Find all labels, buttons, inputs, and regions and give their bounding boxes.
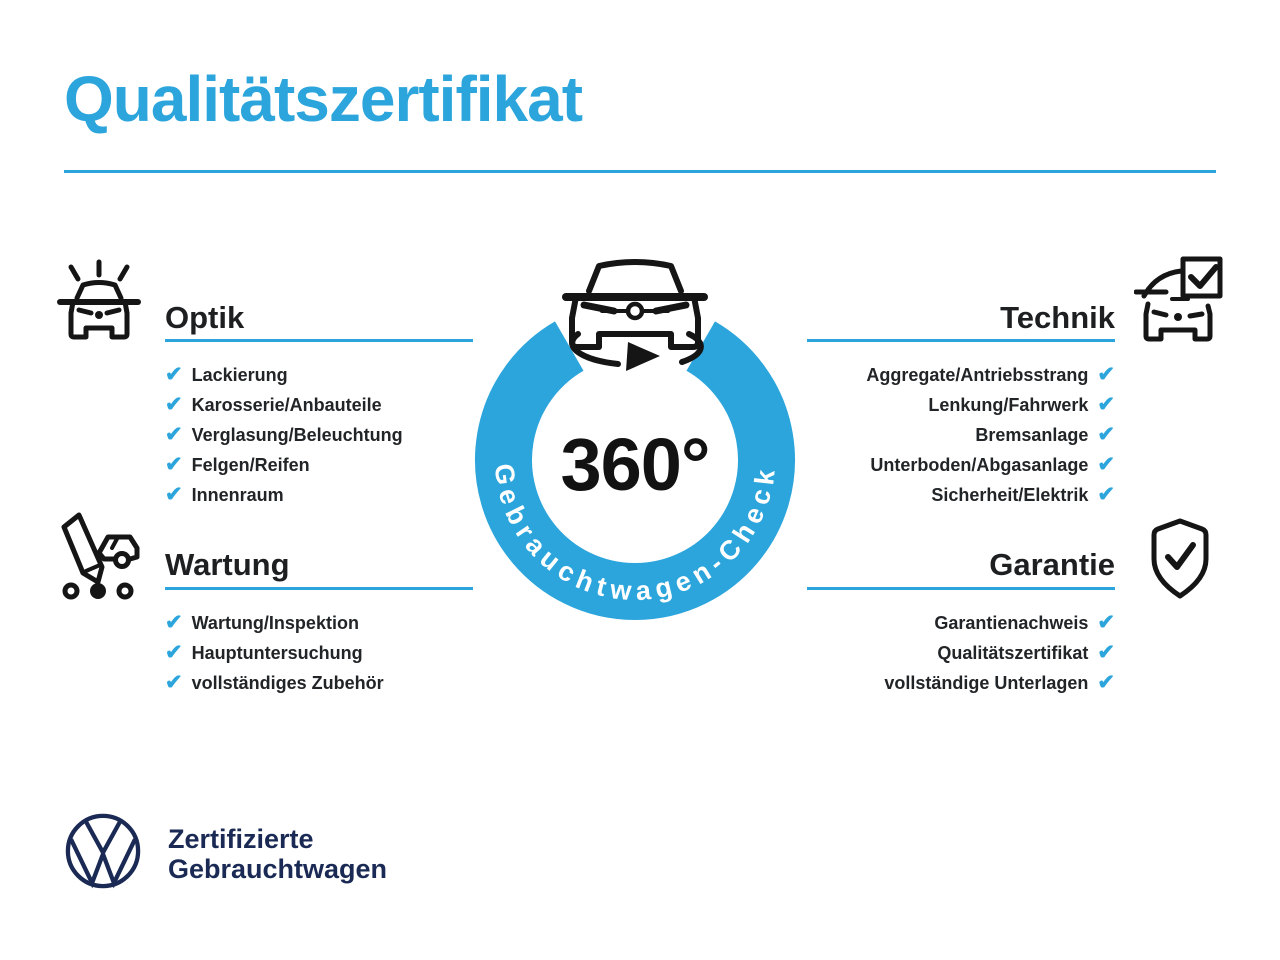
check-item bbox=[165, 668, 495, 698]
check-item-label: Lackierung bbox=[191, 364, 288, 385]
check-icon: ✔ bbox=[1097, 610, 1115, 634]
check-item bbox=[165, 480, 495, 510]
check-item bbox=[165, 420, 495, 450]
pencil-checklist-car-icon bbox=[56, 510, 144, 602]
check-item bbox=[775, 360, 1115, 390]
check-item bbox=[165, 360, 495, 390]
checklist-wartung bbox=[165, 608, 495, 698]
check-icon: ✔ bbox=[165, 482, 183, 506]
check-item-label: Qualitätszertifikat bbox=[937, 642, 1089, 663]
check-item bbox=[775, 450, 1115, 480]
check-item bbox=[775, 638, 1115, 668]
checklist-garantie bbox=[775, 608, 1115, 698]
check-item-label: Felgen/Reifen bbox=[191, 454, 310, 475]
check-icon: ✔ bbox=[1097, 422, 1115, 446]
check-icon: ✔ bbox=[165, 640, 183, 664]
check-icon: ✔ bbox=[165, 610, 183, 634]
check-icon: ✔ bbox=[165, 392, 183, 416]
check-icon: ✔ bbox=[165, 422, 183, 446]
check-icon: ✔ bbox=[1097, 640, 1115, 664]
check-item-label: Garantienachweis bbox=[934, 612, 1089, 633]
check-item-label: vollständiges Zubehör bbox=[191, 672, 384, 693]
check-item-label: vollständige Unterlagen bbox=[884, 672, 1089, 693]
check-icon: ✔ bbox=[1097, 362, 1115, 386]
ring-curved-label: Gebrauchtwagen-Check bbox=[488, 461, 782, 607]
check-item bbox=[775, 420, 1115, 450]
check-icon: ✔ bbox=[165, 452, 183, 476]
check-item-label: Bremsanlage bbox=[975, 424, 1089, 445]
check-item bbox=[165, 390, 495, 420]
check-item-label: Sicherheit/Elektrik bbox=[931, 484, 1089, 505]
vw-logo bbox=[64, 812, 142, 890]
car-360-rotation-icon bbox=[566, 262, 704, 371]
page-title: Qualitätszertifikat bbox=[64, 63, 583, 135]
section-divider-optik bbox=[165, 339, 473, 342]
check-item-label: Innenraum bbox=[191, 484, 284, 505]
check-item bbox=[165, 638, 495, 668]
check-icon: ✔ bbox=[1097, 392, 1115, 416]
check-item bbox=[775, 608, 1115, 638]
check-item-label: Aggregate/Antriebsstrang bbox=[866, 364, 1089, 385]
check-item-label: Hauptuntersuchung bbox=[191, 642, 363, 663]
checklist-technik bbox=[775, 360, 1115, 510]
check-item-label: Lenkung/Fahrwerk bbox=[928, 394, 1089, 415]
check-icon: ✔ bbox=[1097, 452, 1115, 476]
check-icon: ✔ bbox=[1097, 482, 1115, 506]
checklist-optik bbox=[165, 360, 495, 510]
check-icon: ✔ bbox=[165, 670, 183, 694]
degree-label: 360° bbox=[560, 423, 710, 506]
check-icon: ✔ bbox=[1097, 670, 1115, 694]
check-item-label: Wartung/Inspektion bbox=[191, 612, 359, 633]
check-item bbox=[775, 480, 1115, 510]
check-item-label: Unterboden/Abgasanlage bbox=[870, 454, 1089, 475]
check-item bbox=[775, 668, 1115, 698]
brand-text bbox=[168, 824, 387, 884]
check-item bbox=[775, 390, 1115, 420]
shield-check-icon bbox=[1149, 517, 1211, 601]
section-title-garantie: Garantie bbox=[989, 547, 1115, 582]
brand-line2: Gebrauchtwagen bbox=[168, 854, 388, 884]
check-item-label: Verglasung/Beleuchtung bbox=[191, 424, 403, 445]
check-item bbox=[165, 608, 495, 638]
car-checkbox-icon bbox=[1134, 256, 1224, 350]
header-divider bbox=[64, 170, 1216, 173]
section-divider-wartung bbox=[165, 587, 473, 590]
section-title-wartung: Wartung bbox=[165, 547, 290, 582]
section-title-optik: Optik bbox=[165, 300, 245, 335]
section-title-technik: Technik bbox=[1000, 300, 1115, 335]
section-divider-garantie bbox=[807, 587, 1115, 590]
brand-line1: Zertifizierte bbox=[168, 824, 314, 854]
shiny-car-icon bbox=[56, 258, 142, 350]
check-item-label: Karosserie/Anbauteile bbox=[191, 394, 382, 415]
check-item bbox=[165, 450, 495, 480]
section-divider-technik bbox=[807, 339, 1115, 342]
check-icon: ✔ bbox=[165, 362, 183, 386]
rotation-arrowhead-icon bbox=[626, 342, 660, 371]
